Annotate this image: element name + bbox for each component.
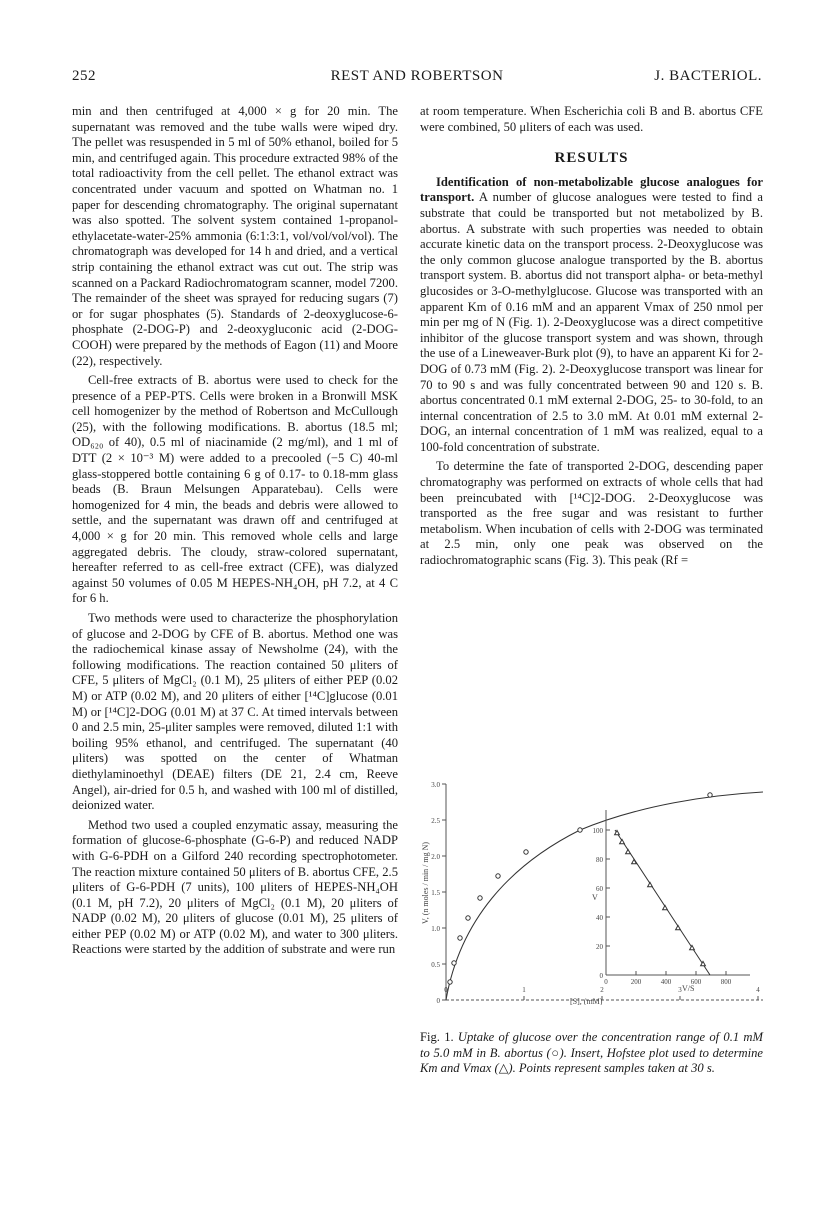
data-point-circle xyxy=(466,916,470,920)
data-point-triangle xyxy=(690,945,695,949)
paragraph: at room temperature. When Escherichia coli B and B. abortus CFE were combined, 50 μliters of each was used. xyxy=(420,104,763,134)
inset-y-label: V xyxy=(592,893,598,902)
main-y-tick-label: 1.5 xyxy=(431,889,440,897)
data-point-triangle xyxy=(663,905,668,909)
paragraph: Two methods were used to characterize the phosphorylation of glucose and 2-DOG by CFE of B. abortus. Method one was the radiochemical kinase assay of Newsholme (24), with the following modifications. The reaction contained 50 μliters of CFE, 5 μliters of MgCl₂ (0.1 M), 25 μliters of either PEP (0.02 M) or ATP (0.02 M), and 20 μliters of either [¹⁴C]glucose (0.01 M) or [¹⁴C]2-DOG (0.01 M) at 37 C. At timed intervals between 0 and 2.5 min, 25-μliter samples were removed, diluted 1:1 with boiling 95% ethanol, and centrifuged. The supernatant (40 μliters) was spotted on the center of Whatman diethylaminoethyl (DEAE) filters (DE 21, 2.4 cm, Reeve Angel), air-dried for 0.5 h, and washed with 100 ml of distilled, deionized water. xyxy=(72,611,398,813)
inset-y-tick-label: 60 xyxy=(596,885,603,893)
paragraph xyxy=(420,175,763,456)
inset-x-tick-label: 600 xyxy=(690,978,702,986)
data-point-circle xyxy=(496,874,500,878)
main-y-tick-label: 2.5 xyxy=(431,817,440,825)
data-point-circle xyxy=(452,961,456,965)
inset-y-tick-label: 100 xyxy=(592,827,603,835)
paragraph: Method two used a coupled enzymatic assay, measuring the formation of glucose-6-phosphate (G-6-P) and reduced NADP with G-6-PDH on a Gilford 240 recording spectrophotometer. The reaction mixture contained 50 μliters of B. abortus CFE, 2.5 μliters of G-6-PDH (7 units), 100 μliters of HEPES-NH₄OH (0.1 M, pH 7.2), 20 μliters of MgCl₂ (0.1 M), 20 μliters of NADP (0.02 M), 20 μliters of glucose (0.01 M), 25 μliters of either PEP (0.02 M) or ATP (0.02 M), and water to 300 μliters. Reactions were started by the addition of substrate and were run xyxy=(72,817,398,957)
inset-x-tick-label: 200 xyxy=(630,978,642,986)
data-point-circle xyxy=(448,980,452,984)
inset-y-tick-label: 20 xyxy=(596,943,603,951)
main-y-tick-label: 0 xyxy=(436,997,440,1005)
paragraph: Cell-free extracts of B. abortus were used to check for the presence of a PEP-PTS. Cells were broken in a Bronwill MSK cell homogenizer by the method of Robertson and McCullough (25), with the following modifications. B. abortus (18.5 ml; OD₆₂₀ of 40), 0.5 ml of niacinamide (2 mg/ml), and 1 ml of DTT (2 × 10⁻³ M) were added to a precooled (−5 C) 40-ml glass-stoppered bottle containing 6 g of 0.17- to 0.18-mm glass beads (B. Braun Melsungen Apparatebau). Cells were homogenized for 4 min, the beads and debris were allowed to settle, and the supernatant was drawn off and centrifuged at 4,000 × g for 20 min. This removed whole cells and large aggregated debris. The cloudy, straw-colored supernatant, hereafter referred to as cell-free extract (CFE), was dialyzed against 50 volumes of 0.05 M HEPES-NH₄OH, pH 7.2, at 4 C for 6 h. xyxy=(72,373,398,606)
section-heading: RESULTS xyxy=(554,150,629,167)
main-y-tick-label: 0.5 xyxy=(431,961,440,969)
journal-name: J. BACTERIOL. xyxy=(654,68,762,84)
inset-x-label: V/S xyxy=(682,984,695,993)
inset-y-tick-label: 80 xyxy=(596,856,603,864)
left-column xyxy=(72,104,398,958)
inset-y-tick-label: 0 xyxy=(599,972,603,980)
data-point-circle xyxy=(478,896,482,900)
main-x-tick-label: 2 xyxy=(600,986,604,994)
inset-x-tick-label: 400 xyxy=(660,978,672,986)
main-y-tick-label: 2.0 xyxy=(431,853,440,861)
main-x-tick-label: 3 xyxy=(678,986,682,994)
data-point-triangle xyxy=(620,839,625,843)
main-y-tick-label: 3.0 xyxy=(431,781,440,789)
data-point-triangle xyxy=(648,882,653,886)
main-y-tick-label: 1.0 xyxy=(431,925,440,933)
main-x-label: [S], (mM) xyxy=(570,997,603,1005)
page-number: 252 xyxy=(72,68,96,84)
main-y-label: V, (n moles / min / mg N) xyxy=(421,841,430,924)
running-title: REST AND ROBERTSON xyxy=(330,68,504,84)
main-x-tick-label: 0 xyxy=(444,986,448,994)
page-header xyxy=(72,68,762,90)
subsection-heading: Identification of non-metabolizable glucose analogues for transport. xyxy=(420,174,763,205)
figure-caption xyxy=(420,1030,763,1077)
main-x-tick-label: 4 xyxy=(756,986,760,994)
inset-y-tick-label: 40 xyxy=(596,914,603,922)
data-point-triangle xyxy=(626,849,631,853)
paragraph: min and then centrifuged at 4,000 × g for 20 min. The supernatant was removed and the tube walls were wiped dry. The pellet was resuspended in 5 ml of 50% ethanol, boiled for 5 min, and centrifuged again. This procedure extracted 98% of the total radioactivity from the cell pellet. The ethanol extract was concentrated under vacuum and spotted on Whatman no. 1 paper for descending chromatography. The original supernatant was also spotted. The solvent system contained 1-propanol-ethylacetate-water-25% ammonia (6:1:3:1, vol/vol/vol/vol). The chromatograph was developed for 14 h and dried, and a vertical strip containing the ethanol extract was cut out. The strip was scanned on a Packard Radiochromatogram scanner, model 7200. The remainder of the sheet was sprayed for reducing sugars (7) or for sugar phosphates (5). Standards of 2-deoxyglucose-6-phosphate (2-DOG-P) and 2-deoxygluconic acid (2-DOG-COOH) were prepared by the methods of Eagon (11) and Moore (22), respectively. xyxy=(72,104,398,368)
data-point-circle xyxy=(458,936,462,940)
paragraph: To determine the fate of transported 2-DOG, descending paper chromatography was performed on extracts of whole cells that had been preincubated with [¹⁴C]2-DOG. 2-Deoxyglucose was transported as the free sugar and was resistant to further metabolism. When incubation of cells with 2-DOG was terminated at 2.5 min, only one peak was observed on the radiochromatographic scans (Fig. 3). This peak (Rf = xyxy=(420,459,763,568)
paragraph-text: A number of glucose analogues were tested to find a substrate that could be transported but not metabolized by B. abortus. A substrate with such properties was needed to obtain accurate kinetic data on the transport process. 2-Deoxyglucose was the only common glucose analogue transported by the B. abortus transport system. B. abortus did not transport alpha- or beta-methyl glucosides or 3-O-methylglucose. Glucose was transported with an apparent Km of 0.16 mM and an apparent Vmax of 250 nmol per min per mg of N (Fig. 1). 2-Deoxyglucose was a direct competitive inhibitor of the glucose transport system and was shown, through the use of a Lineweaver-Burk plot (9), to have an apparent Ki for 2-DOG of 0.73 mM (Fig. 2). 2-Deoxyglucose transport was linear for 70 to 90 s and was fully concentrated between 90 and 120 s. B. abortus concentrated 0.1 mM external 2-DOG, 25- to 30-fold, to an internal concentration of 2.5 to 3.0 mM. At 0.01 mM external 2-DOG, an internal concentration of 1 mM was realized, equal to a 100-fold concentration of substrate. xyxy=(420,190,763,454)
data-point-circle xyxy=(524,850,528,854)
data-point-triangle xyxy=(676,925,681,929)
caption-label: Fig. 1. xyxy=(420,1030,454,1044)
data-point-triangle xyxy=(632,859,637,863)
main-x-tick-label: 1 xyxy=(522,986,526,994)
right-column xyxy=(420,104,763,569)
data-point-circle xyxy=(708,793,712,797)
figure-1 xyxy=(420,770,763,1005)
figure-1-chart xyxy=(420,770,763,1005)
inset-x-tick-label: 800 xyxy=(720,978,732,986)
caption-text: Uptake of glucose over the concentration range of 0.1 mM to 5.0 mM in B. abortus (○). Insert, Hofstee plot used to determine Km and Vmax (△). Points represent samples taken at 30 s. xyxy=(420,1030,763,1076)
inset-x-tick-label: 0 xyxy=(604,978,608,986)
data-point-circle xyxy=(578,828,582,832)
